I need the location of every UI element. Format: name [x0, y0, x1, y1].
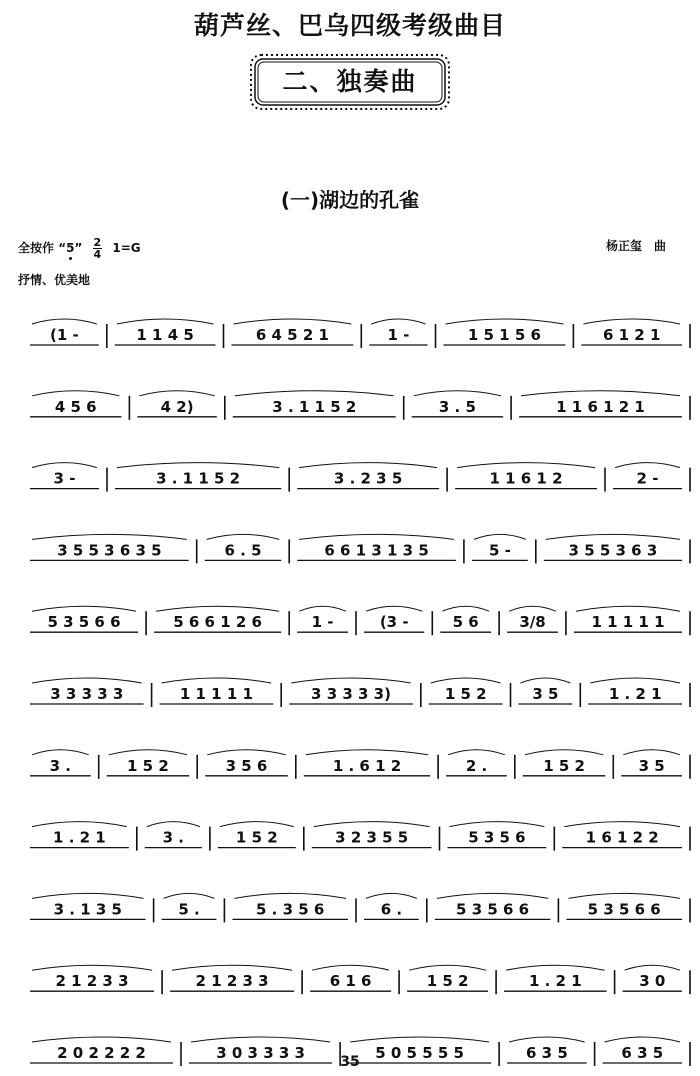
measure-notes: 3 -	[53, 469, 76, 488]
measure-notes: 3 .	[162, 828, 184, 847]
slur-mark	[590, 678, 680, 683]
score-line	[30, 678, 690, 707]
slur-mark	[525, 750, 604, 755]
slur-mark	[139, 391, 214, 396]
slur-mark	[32, 319, 97, 324]
measure-notes: 3 0 3 3 3 3	[216, 1044, 305, 1062]
time-signature-top: 2	[93, 236, 102, 249]
measure-notes: 5 3 5 6 6	[47, 613, 121, 632]
measure-notes: (3 -	[379, 613, 409, 632]
slur-mark	[446, 319, 564, 324]
slur-mark	[191, 1037, 330, 1042]
measure-notes: 3 5	[532, 685, 559, 703]
measure-notes: 3 . 1 1 5 2	[156, 469, 241, 488]
measure-notes: 3 5 5 3 6 3	[568, 541, 658, 560]
measure-notes: 1 5 2	[426, 972, 469, 991]
slur-mark	[235, 391, 394, 396]
measure-notes: 3 . 1 1 5 2	[272, 397, 357, 416]
measure-notes: 6 6 1 3 1 3 5	[324, 541, 429, 560]
slur-mark	[442, 606, 489, 611]
measure-notes: 6 3 5	[526, 1044, 568, 1062]
score-line	[30, 750, 690, 779]
measure-notes: 3 5 5 3 6 3 5	[57, 541, 162, 560]
measure-notes: 3 2 3 5 5	[335, 828, 409, 847]
slur-mark	[32, 534, 187, 539]
measure-notes: 5 3 5 6 6	[456, 900, 530, 919]
slur-mark	[32, 1037, 171, 1042]
slur-mark	[431, 678, 501, 683]
slur-mark	[220, 822, 294, 827]
measure-notes: 5 -	[488, 541, 511, 560]
measure-notes: 1 5 2	[235, 828, 278, 847]
slur-mark	[371, 319, 425, 324]
measure-notes: 6 . 5	[224, 541, 262, 560]
slur-mark	[147, 822, 200, 827]
expression-marking: 抒情、优美地	[18, 273, 91, 287]
measure-notes: 1 1 1 1 1	[179, 685, 253, 703]
slur-mark	[32, 678, 142, 683]
book-title: 葫芦丝、巴乌四级考级曲目	[193, 11, 506, 40]
slur-mark	[32, 391, 119, 396]
measure-notes: 3 5 6	[225, 756, 268, 775]
slur-mark	[509, 1037, 584, 1042]
measure-notes: 3 0	[639, 972, 666, 991]
measure-notes: 5 6 6 1 2 6	[173, 613, 262, 632]
measure-notes: 1 5 1 5 6	[467, 326, 541, 344]
section-title: 二、独奏曲	[282, 67, 418, 96]
measure-notes: 6 1 6	[329, 972, 372, 991]
page-number: 35	[340, 1054, 360, 1070]
slur-mark	[156, 606, 279, 611]
slur-mark	[172, 965, 292, 970]
fingering-note: “5”	[58, 241, 83, 255]
measure-notes: 5 3 5 6	[468, 828, 526, 847]
measure-notes: 3 .	[49, 756, 71, 775]
slur-mark	[207, 534, 280, 539]
measure-notes: 1 -	[311, 613, 334, 632]
slur-mark	[615, 463, 680, 468]
slur-mark	[207, 750, 286, 755]
slur-mark	[521, 391, 680, 396]
slur-mark	[564, 822, 680, 827]
measure-notes: 2 1 2 3 3	[195, 972, 269, 991]
measure-notes: 1 . 2 1	[53, 828, 106, 847]
slur-mark	[117, 319, 214, 324]
measure-notes: 2 .	[465, 756, 488, 775]
slur-mark	[350, 1037, 489, 1042]
measure-notes: 4 5 6	[54, 397, 97, 416]
slur-mark	[162, 678, 272, 683]
measure-notes: 1 6 1 2 2	[585, 828, 659, 847]
composer: 杨正玺 曲	[605, 239, 666, 253]
slur-mark	[32, 750, 89, 755]
measure-notes: 6 3 5	[621, 1044, 664, 1062]
slur-mark	[623, 750, 680, 755]
measure-notes: 3 . 1 3 5	[53, 900, 122, 919]
slur-mark	[32, 822, 127, 827]
slur-mark	[299, 606, 346, 611]
slur-mark	[450, 822, 545, 827]
slur-mark	[568, 893, 680, 898]
slur-mark	[299, 463, 437, 468]
score-line	[30, 391, 690, 420]
measure-notes: 6 1 2 1	[602, 326, 661, 344]
slur-mark	[546, 534, 680, 539]
slur-mark	[414, 391, 501, 396]
slur-mark	[437, 893, 549, 898]
measure-notes: 1 . 2 1	[528, 972, 582, 991]
measure-notes: 4 2)	[160, 397, 194, 416]
measure-notes: 3 5	[638, 756, 665, 775]
measure-notes: 3/8	[519, 613, 546, 632]
slur-mark	[117, 463, 279, 468]
slur-mark	[521, 678, 571, 683]
score-line	[30, 319, 690, 348]
measure-notes: 2 0 2 2 2 2	[57, 1044, 146, 1062]
fingering-label: 全按作	[18, 241, 55, 255]
measure-notes: 1 1 6 1 2 1	[556, 397, 645, 416]
measure-notes: 1 -	[387, 326, 410, 344]
slur-mark	[509, 606, 556, 611]
slur-mark	[164, 893, 215, 898]
slur-mark	[457, 463, 595, 468]
measure-notes: 5 . 3 5 6	[256, 900, 325, 919]
slur-mark	[366, 893, 417, 898]
slur-mark	[32, 893, 144, 898]
score-line	[30, 606, 690, 635]
measure-notes: 1 5 2	[127, 756, 169, 775]
measure-notes: 2 1 2 3 3	[55, 972, 129, 991]
measure-notes: 1 1 6 1 2	[489, 469, 563, 488]
score-line	[30, 534, 690, 563]
slur-mark	[625, 965, 680, 970]
score-line	[30, 893, 690, 922]
slur-mark	[506, 965, 604, 970]
slur-mark	[312, 965, 389, 970]
slur-mark	[314, 822, 430, 827]
measure-notes: (1 -	[50, 326, 79, 344]
score-line	[30, 965, 690, 994]
measure-notes: 6 .	[380, 900, 403, 919]
measure-notes: 1 1 1 1 1	[591, 613, 665, 632]
slur-mark	[448, 750, 505, 755]
slur-mark	[605, 1037, 680, 1042]
measure-notes: 2 -	[636, 469, 659, 488]
slur-mark	[474, 534, 526, 539]
slur-mark	[234, 319, 352, 324]
measure-notes: 1 . 2 1	[608, 685, 662, 703]
slur-mark	[366, 606, 422, 611]
measure-notes: 3 . 2 3 5	[333, 469, 403, 488]
key-signature: 1=G	[112, 241, 141, 255]
slur-mark	[32, 606, 136, 611]
measure-notes: 1 1 4 5	[136, 326, 194, 344]
measure-notes: 5 6	[452, 613, 479, 632]
measure-notes: 5 3 5 6 6	[587, 900, 661, 919]
measure-notes: 1 5 2	[444, 685, 487, 703]
time-signature-bottom: 4	[93, 248, 102, 261]
score-line	[30, 822, 690, 851]
measure-notes: 3 3 3 3 3)	[311, 685, 391, 703]
slur-mark	[583, 319, 680, 324]
measure-notes: 1 . 6 1 2	[332, 756, 402, 775]
measure-notes: 3 . 5	[438, 397, 476, 416]
slur-mark	[306, 750, 428, 755]
measure-notes: 3 3 3 3 3	[50, 685, 124, 703]
slur-mark	[409, 965, 486, 970]
slur-mark	[299, 534, 454, 539]
slur-mark	[291, 678, 411, 683]
slur-mark	[576, 606, 680, 611]
slur-mark	[109, 750, 188, 755]
measure-notes: 1 5 2	[543, 756, 585, 775]
song-title: (一)湖边的孔雀	[280, 188, 420, 212]
measure-notes: 5 0 5 5 5 5	[375, 1044, 464, 1062]
measure-notes: 6 4 5 2 1	[255, 326, 329, 344]
score-line	[30, 463, 690, 492]
slur-mark	[234, 893, 346, 898]
slur-mark	[32, 463, 97, 468]
slur-mark	[32, 965, 152, 970]
measure-notes: 5 .	[178, 900, 200, 919]
